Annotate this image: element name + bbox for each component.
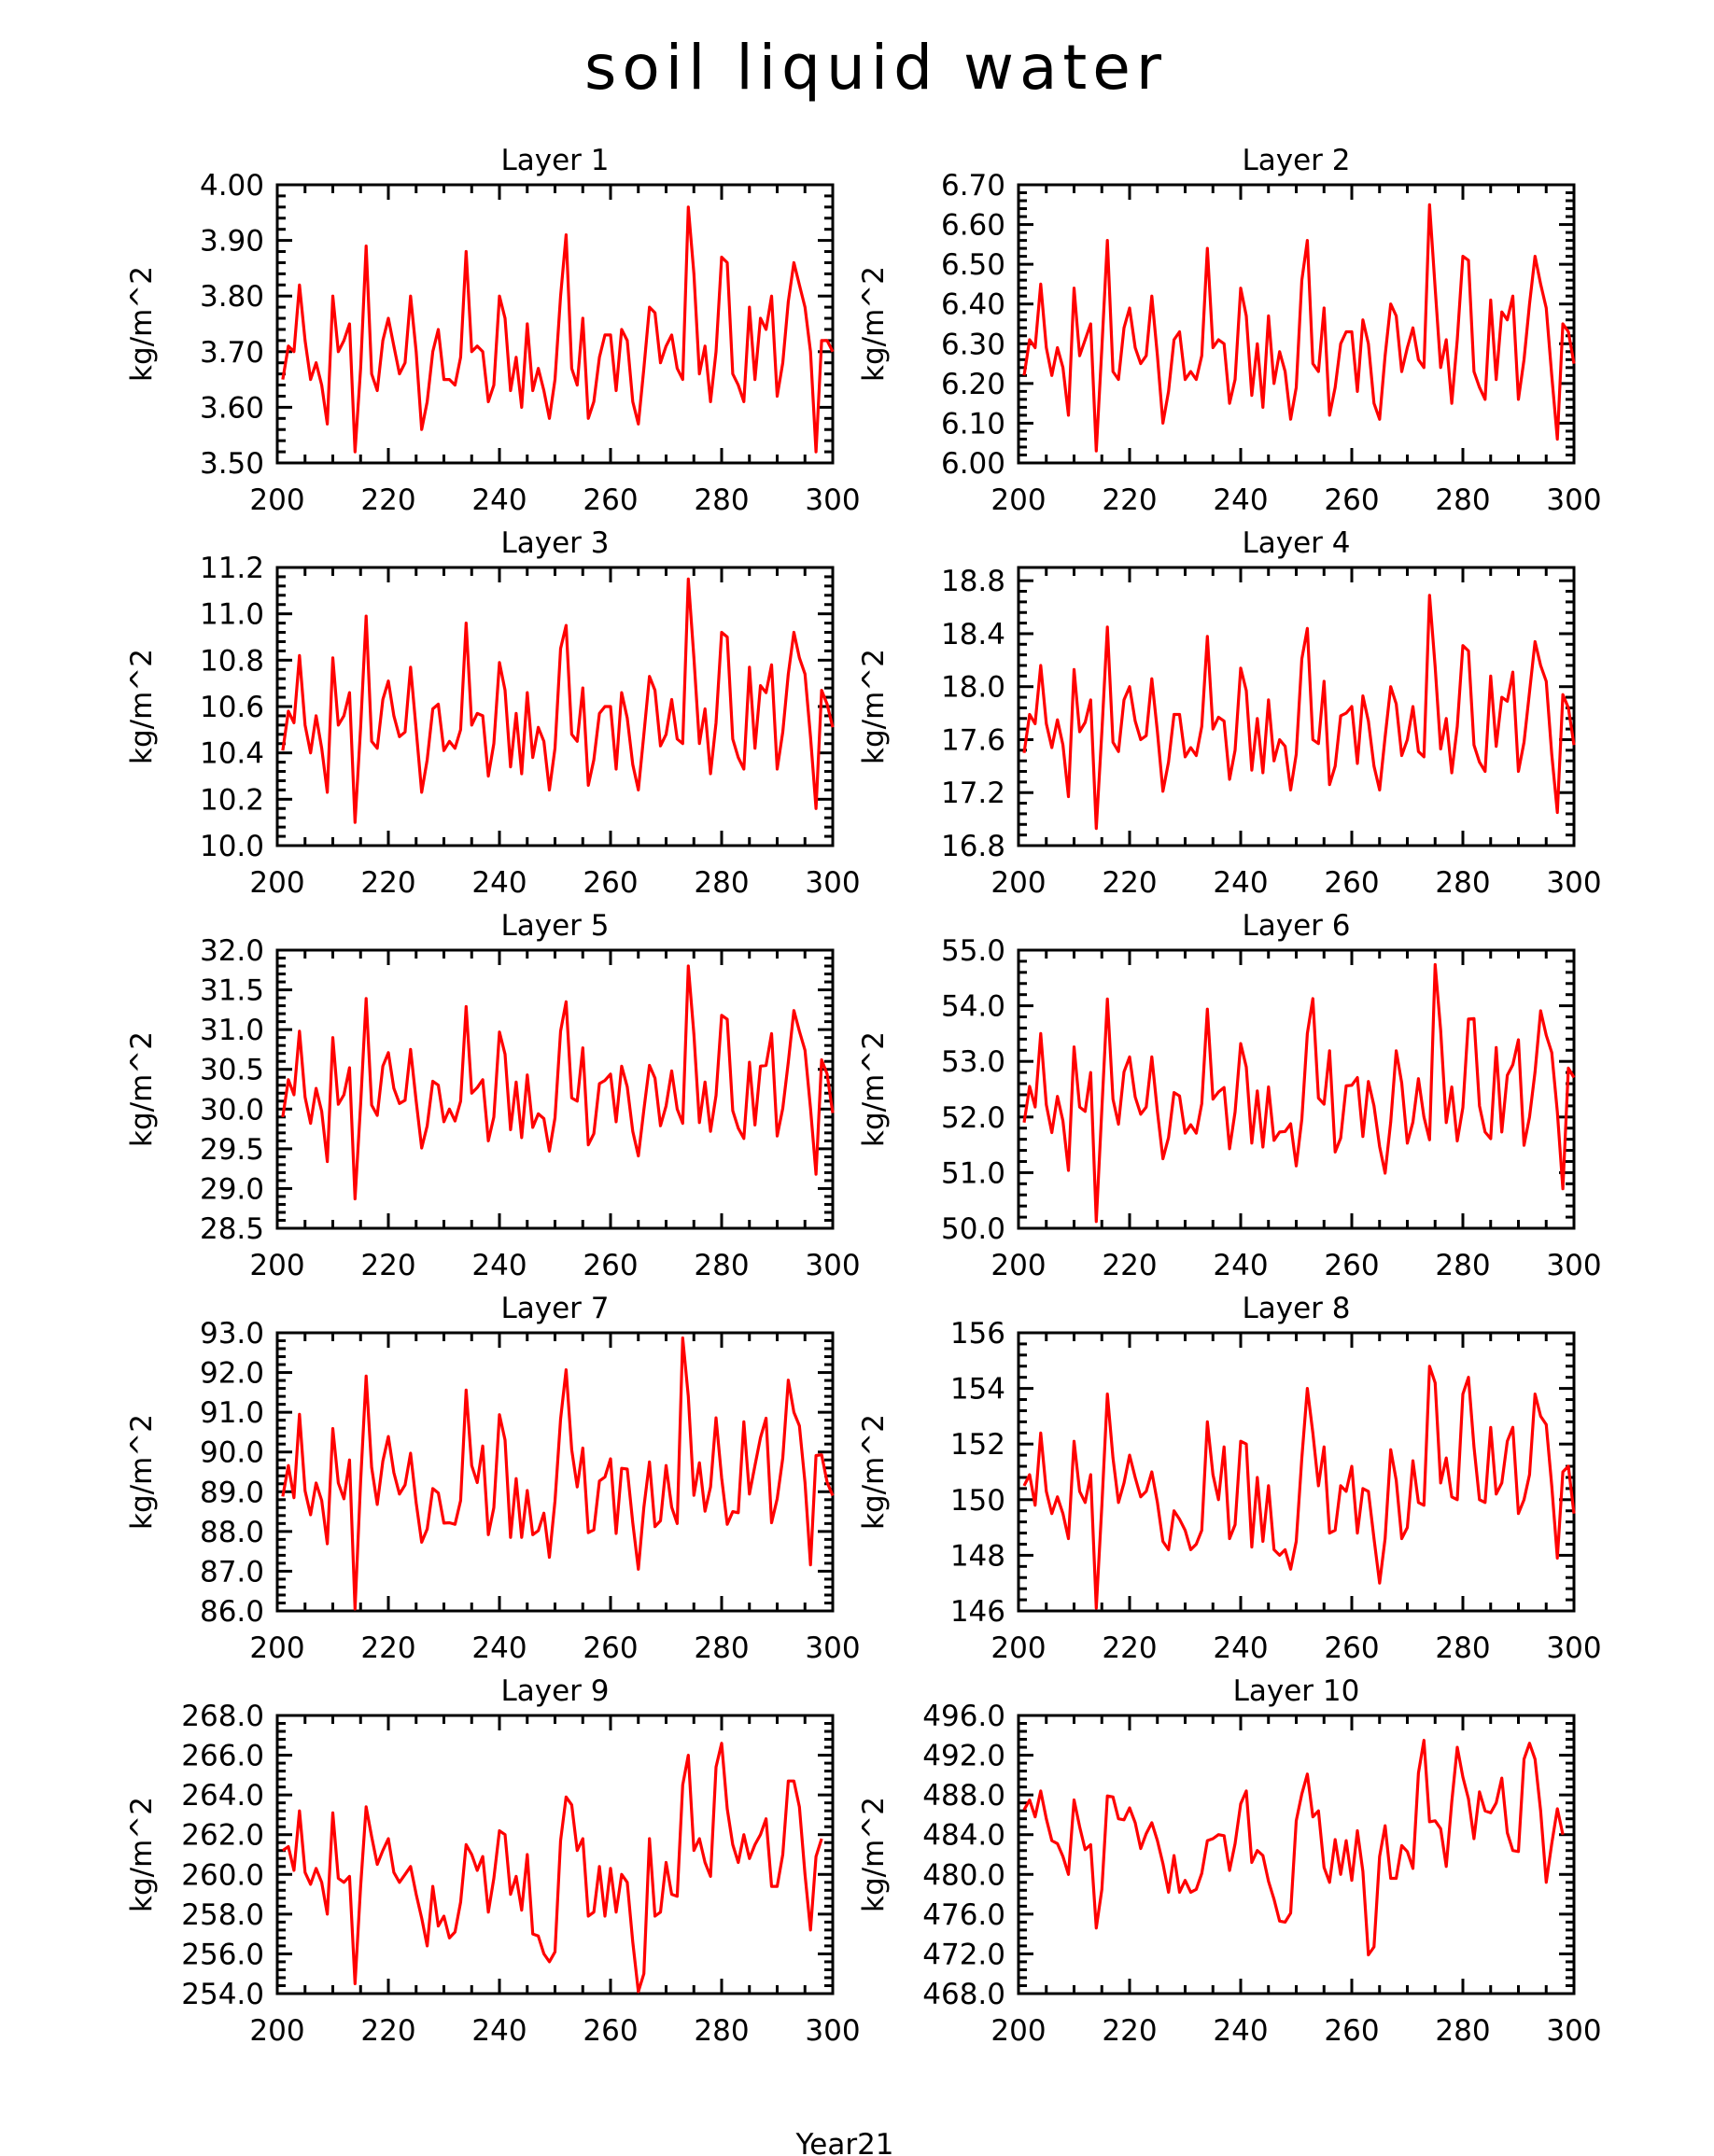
y-tick-label: 6.70	[940, 169, 1005, 203]
x-tick-label: 260	[1324, 2014, 1380, 2048]
x-tick-label: 300	[805, 866, 861, 900]
y-tick-label: 254.0	[181, 1978, 264, 2011]
y-axis-label: kg/m^2	[125, 266, 159, 382]
y-axis-label: kg/m^2	[857, 266, 891, 382]
x-tick-label: 220	[1102, 866, 1158, 900]
y-tick-label: 89.0	[199, 1476, 264, 1510]
x-tick-label: 280	[694, 1631, 750, 1665]
chart-panel-layer-6	[857, 909, 1602, 1282]
figure-title: soil liquid water	[583, 32, 1168, 104]
y-tick-label: 3.80	[199, 280, 264, 315]
y-tick-label: 50.0	[940, 1212, 1005, 1246]
y-tick-label: 31.0	[199, 1014, 264, 1048]
y-tick-label: 480.0	[922, 1858, 1005, 1893]
x-tick-label: 200	[990, 866, 1047, 900]
x-tick-label: 240	[471, 1631, 527, 1665]
x-tick-label: 280	[1435, 1249, 1491, 1282]
chart-panel-layer-4	[857, 526, 1602, 900]
y-tick-label: 468.0	[922, 1978, 1005, 2011]
x-tick-label: 280	[1435, 866, 1491, 900]
x-tick-label: 200	[249, 2014, 305, 2048]
y-tick-label: 3.50	[199, 447, 264, 481]
x-tick-label: 260	[1324, 483, 1380, 517]
y-tick-label: 88.0	[199, 1515, 264, 1549]
series-line-layer-2	[1024, 204, 1574, 451]
y-tick-label: 10.2	[199, 783, 264, 818]
x-tick-label: 300	[1546, 483, 1602, 517]
y-tick-label: 90.0	[199, 1435, 264, 1470]
series-line-layer-1	[283, 207, 833, 452]
y-tick-label: 11.0	[199, 597, 264, 632]
y-axis-label: kg/m^2	[125, 649, 159, 764]
y-tick-label: 150	[949, 1483, 1005, 1518]
series-line-layer-5	[283, 966, 833, 1199]
y-tick-label: 6.50	[940, 248, 1005, 283]
x-tick-label: 200	[990, 1249, 1047, 1282]
x-tick-label: 240	[471, 1249, 527, 1282]
y-tick-label: 10.0	[199, 830, 264, 863]
y-tick-label: 256.0	[181, 1938, 264, 1972]
y-tick-label: 3.70	[199, 335, 264, 370]
panel-title: Layer 2	[1242, 144, 1351, 177]
x-tick-label: 220	[1102, 2014, 1158, 2048]
x-tick-label: 200	[249, 1631, 305, 1665]
plot-frame	[1019, 1333, 1574, 1611]
chart-panel-layer-5	[125, 909, 861, 1282]
y-axis-label: kg/m^2	[125, 1414, 159, 1530]
panel-title: Layer 6	[1242, 909, 1351, 943]
y-tick-label: 93.0	[199, 1317, 264, 1351]
y-tick-label: 92.0	[199, 1356, 264, 1391]
chart-panel-layer-7	[125, 1292, 861, 1665]
y-tick-label: 6.10	[940, 407, 1005, 441]
y-tick-label: 492.0	[922, 1739, 1005, 1773]
y-axis-label: kg/m^2	[125, 1797, 159, 1912]
x-tick-label: 260	[583, 483, 639, 517]
y-tick-label: 18.4	[940, 617, 1005, 651]
x-tick-label: 240	[471, 2014, 527, 2048]
x-tick-label: 300	[805, 1631, 861, 1665]
y-tick-label: 156	[949, 1317, 1005, 1351]
y-tick-label: 496.0	[922, 1700, 1005, 1733]
series-line-layer-3	[283, 579, 833, 822]
y-axis-label: kg/m^2	[857, 1031, 891, 1147]
x-tick-label: 220	[360, 483, 416, 517]
y-tick-label: 29.5	[199, 1132, 264, 1167]
y-tick-label: 476.0	[922, 1897, 1005, 1932]
series-line-layer-6	[1024, 965, 1574, 1222]
series-line-layer-9	[283, 1743, 822, 1992]
y-tick-label: 17.2	[940, 777, 1005, 811]
y-tick-label: 148	[949, 1539, 1005, 1574]
x-tick-label: 280	[694, 866, 750, 900]
y-tick-label: 268.0	[181, 1700, 264, 1733]
panel-title: Layer 4	[1242, 526, 1351, 560]
y-tick-label: 30.0	[199, 1093, 264, 1127]
series-line-layer-4	[1024, 595, 1574, 829]
x-tick-label: 260	[1324, 866, 1380, 900]
x-tick-label: 240	[471, 483, 527, 517]
y-tick-label: 6.60	[940, 208, 1005, 243]
y-tick-label: 51.0	[940, 1156, 1005, 1191]
chart-panel-layer-9	[125, 1674, 861, 2048]
y-tick-label: 484.0	[922, 1818, 1005, 1853]
chart-panel-layer-8	[857, 1292, 1602, 1665]
panel-title: Layer 7	[500, 1292, 610, 1325]
series-line-layer-7	[283, 1338, 833, 1609]
footer-label: Year21	[795, 2128, 894, 2156]
y-tick-label: 152	[949, 1428, 1005, 1463]
x-tick-label: 200	[990, 2014, 1047, 2048]
y-tick-label: 16.8	[940, 830, 1005, 863]
y-tick-label: 54.0	[940, 989, 1005, 1024]
x-tick-label: 300	[1546, 1249, 1602, 1282]
x-tick-label: 220	[1102, 1631, 1158, 1665]
y-tick-label: 6.30	[940, 328, 1005, 362]
x-tick-label: 240	[471, 866, 527, 900]
chart-panel-layer-3	[125, 526, 861, 900]
x-tick-label: 220	[360, 1631, 416, 1665]
x-tick-label: 280	[1435, 1631, 1491, 1665]
y-tick-label: 260.0	[181, 1858, 264, 1893]
y-tick-label: 10.6	[199, 691, 264, 724]
y-tick-label: 29.0	[199, 1172, 264, 1207]
y-tick-label: 3.90	[199, 224, 264, 259]
y-tick-label: 18.0	[940, 670, 1005, 705]
y-tick-label: 28.5	[199, 1212, 264, 1246]
x-tick-label: 280	[694, 1249, 750, 1282]
x-tick-label: 260	[583, 1631, 639, 1665]
x-tick-label: 240	[1213, 866, 1269, 900]
panel-title: Layer 9	[500, 1674, 610, 1708]
x-tick-label: 260	[1324, 1631, 1380, 1665]
x-tick-label: 280	[1435, 483, 1491, 517]
y-tick-label: 154	[949, 1372, 1005, 1407]
x-tick-label: 300	[1546, 866, 1602, 900]
y-axis-label: kg/m^2	[857, 1797, 891, 1912]
x-tick-label: 220	[1102, 483, 1158, 517]
y-tick-label: 6.40	[940, 287, 1005, 322]
y-tick-label: 266.0	[181, 1739, 264, 1773]
y-tick-label: 18.8	[940, 565, 1005, 599]
x-tick-label: 220	[1102, 1249, 1158, 1282]
y-tick-label: 6.00	[940, 447, 1005, 481]
x-tick-label: 260	[1324, 1249, 1380, 1282]
panel-title: Layer 8	[1242, 1292, 1351, 1325]
x-tick-label: 240	[1213, 483, 1269, 517]
chart-panel-layer-1	[125, 144, 861, 517]
x-tick-label: 260	[583, 866, 639, 900]
y-tick-label: 52.0	[940, 1100, 1005, 1135]
y-tick-label: 262.0	[181, 1818, 264, 1853]
x-tick-label: 240	[1213, 1249, 1269, 1282]
y-tick-label: 11.2	[199, 552, 264, 585]
y-tick-label: 3.60	[199, 391, 264, 426]
panel-title: Layer 10	[1232, 1674, 1360, 1708]
panels-grid	[125, 144, 1602, 2048]
series-line-layer-10	[1024, 1741, 1563, 1955]
chart-panel-layer-10	[857, 1674, 1602, 2048]
x-tick-label: 280	[1435, 2014, 1491, 2048]
y-tick-label: 32.0	[199, 934, 264, 968]
x-tick-label: 200	[249, 866, 305, 900]
y-tick-label: 10.8	[199, 644, 264, 679]
y-tick-label: 30.5	[199, 1053, 264, 1087]
y-tick-label: 264.0	[181, 1779, 264, 1813]
series-line-layer-8	[1024, 1366, 1574, 1608]
y-tick-label: 17.6	[940, 723, 1005, 758]
y-axis-label: kg/m^2	[125, 1031, 159, 1147]
panel-title: Layer 1	[500, 144, 610, 177]
x-tick-label: 260	[583, 2014, 639, 2048]
y-axis-label: kg/m^2	[857, 649, 891, 764]
x-tick-label: 200	[990, 1631, 1047, 1665]
chart-panel-layer-2	[857, 144, 1602, 517]
y-tick-label: 53.0	[940, 1045, 1005, 1080]
y-tick-label: 10.4	[199, 736, 264, 771]
x-tick-label: 200	[249, 1249, 305, 1282]
panel-title: Layer 3	[500, 526, 610, 560]
x-tick-label: 200	[249, 483, 305, 517]
x-tick-label: 280	[694, 2014, 750, 2048]
y-tick-label: 488.0	[922, 1779, 1005, 1813]
panel-title: Layer 5	[500, 909, 610, 943]
x-tick-label: 260	[583, 1249, 639, 1282]
x-tick-label: 220	[360, 866, 416, 900]
x-tick-label: 300	[1546, 2014, 1602, 2048]
y-tick-label: 258.0	[181, 1897, 264, 1932]
x-tick-label: 300	[805, 2014, 861, 2048]
x-tick-label: 300	[805, 483, 861, 517]
x-tick-label: 220	[360, 2014, 416, 2048]
y-tick-label: 91.0	[199, 1396, 264, 1431]
plot-frame	[1019, 1715, 1574, 1994]
x-tick-label: 240	[1213, 1631, 1269, 1665]
y-tick-label: 55.0	[940, 934, 1005, 968]
y-tick-label: 87.0	[199, 1555, 264, 1589]
y-tick-label: 6.20	[940, 367, 1005, 401]
y-tick-label: 4.00	[199, 169, 264, 203]
y-tick-label: 146	[949, 1595, 1005, 1629]
y-tick-label: 472.0	[922, 1938, 1005, 1972]
x-tick-label: 300	[1546, 1631, 1602, 1665]
y-tick-label: 86.0	[199, 1595, 264, 1629]
y-axis-label: kg/m^2	[857, 1414, 891, 1530]
x-tick-label: 200	[990, 483, 1047, 517]
x-tick-label: 300	[805, 1249, 861, 1282]
x-tick-label: 280	[694, 483, 750, 517]
x-tick-label: 220	[360, 1249, 416, 1282]
y-tick-label: 31.5	[199, 973, 264, 1008]
x-tick-label: 240	[1213, 2014, 1269, 2048]
